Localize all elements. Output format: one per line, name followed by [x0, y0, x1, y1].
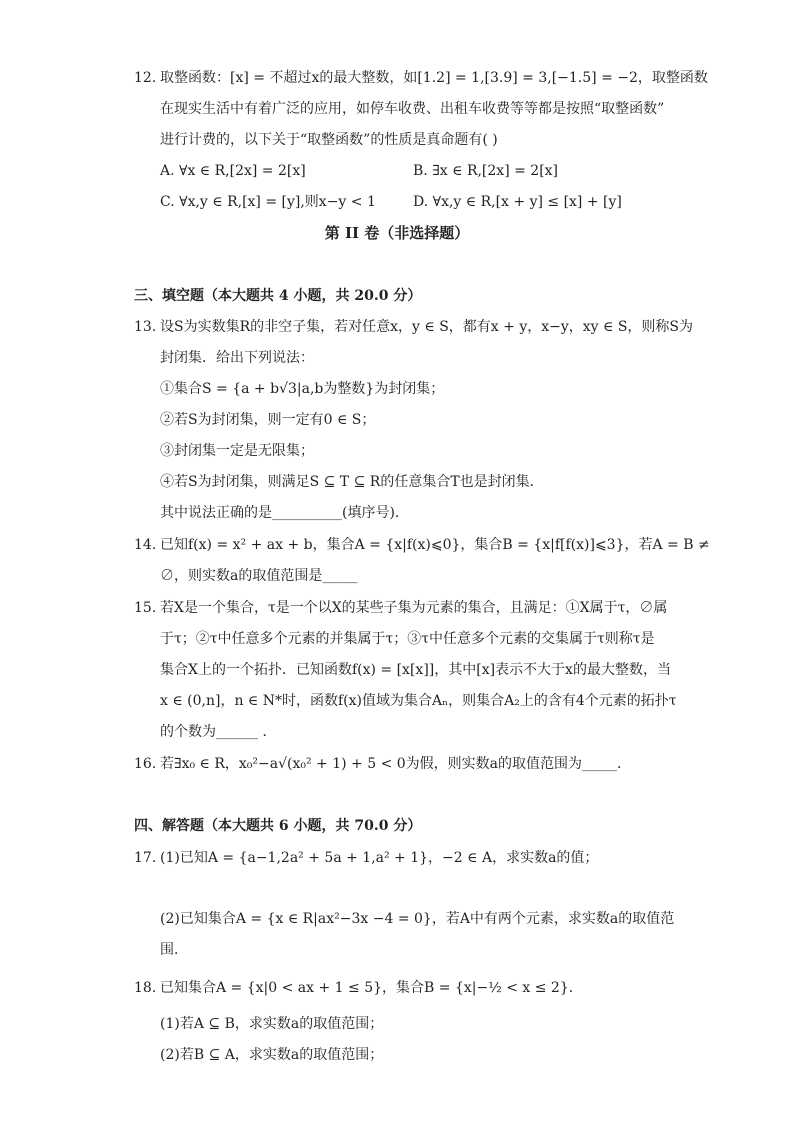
question-17-part-1: (1)已知A = {a−1,2a² + 5a + 1,a² + 1}，−2 ∈ A，求实数a的值；	[160, 850, 599, 866]
question-14-number: 14.	[134, 537, 157, 553]
question-13-line-1: 设S为实数集R的非空子集，若对任意x，y ∈ S，都有x + y，x−y，xy ∈ S，则称S为	[160, 319, 694, 335]
question-15-number: 15.	[134, 600, 157, 616]
section-4-heading: 四、解答题（本大题共 6 小题，共 70.0 分）	[134, 818, 422, 834]
question-13-prompt: 其中说法正确的是__________(填序号)．	[160, 505, 409, 521]
section-3-heading: 三、填空题（本大题共 4 小题，共 20.0 分）	[134, 288, 422, 304]
question-12-line-1: 取整函数：[x] = 不超过x的最大整数，如[1.2] = 1,[3.9] = 3,[−1.5] = −2，取整函数	[160, 70, 708, 86]
question-13-statement-3: ③封闭集一定是无限集；	[160, 443, 314, 459]
question-18-part-2: (2)若B ⊆ A，求实数a的取值范围；	[160, 1047, 384, 1063]
question-13-statement-4: ④若S为封闭集，则满足S ⊆ T ⊆ R的任意集合T也是封闭集．	[160, 474, 544, 490]
question-17-part-2-line-2: 围．	[160, 942, 188, 958]
question-17-number: 17.	[134, 850, 157, 866]
question-14-line-2: ∅，则实数a的取值范围是_____	[160, 568, 358, 584]
question-18-line-1: 已知集合A = {x|0 < ax + 1 ≤ 5}，集合B = {x|−½ < x ≤ 2}．	[160, 980, 583, 996]
question-15-line-5: 的个数为______ ．	[160, 724, 277, 740]
question-12-option-b: B. ∃x ∈ R,[2x] = 2[x]	[413, 163, 559, 179]
question-17-part-2-line-1: (2)已知集合A = {x ∈ R|ax²−3x −4 = 0}，若A中有两个元素，求实数a的取值范	[160, 911, 675, 927]
question-12-number: 12.	[134, 70, 157, 86]
question-16-number: 16.	[134, 756, 157, 772]
part-2-title: 第 II 卷（非选择题）	[324, 224, 470, 242]
question-12-line-2: 在现实生活中有着广泛的应用，如停车收费、出租车收费等等都是按照“取整函数”	[160, 101, 665, 117]
question-15-line-1: 若X是一个集合，τ是一个以X的某些子集为元素的集合，且满足：①X属于τ，∅属	[160, 600, 668, 616]
question-15-line-4: x ∈ (0,n]，n ∈ N*时，函数f(x)值域为集合Aₙ，则集合A₂上的含有4个元素的拓扑τ	[160, 693, 677, 709]
question-13-statement-2: ②若S为封闭集，则一定有0 ∈ S；	[160, 412, 376, 428]
question-13-statement-1: ①集合S = {a + b√3|a,b为整数}为封闭集；	[160, 381, 445, 397]
question-12-option-d: D. ∀x,y ∈ R,[x + y] ≤ [x] + [y]	[413, 194, 622, 210]
question-12-line-3: 进行计费的，以下关于“取整函数”的性质是真命题有( )	[160, 132, 498, 148]
question-12-option-c: C. ∀x,y ∈ R,[x] = [y],则x−y < 1	[160, 194, 376, 210]
question-16-line-1: 若∃x₀ ∈ R，x₀²−a√(x₀² + 1) + 5 < 0为假，则实数a的取值范围为_____．	[160, 756, 632, 772]
question-13-number: 13.	[134, 319, 157, 335]
question-18-number: 18.	[134, 980, 157, 996]
question-14-line-1: 已知f(x) = x² + ax + b，集合A = {x|f(x)⩽0}，集合B = {x|f[f(x)]⩽3}，若A = B ≠	[160, 537, 710, 553]
question-12-option-a: A. ∀x ∈ R,[2x] = 2[x]	[160, 163, 306, 179]
question-15-line-3: 集合X上的一个拓扑．已知函数f(x) = [x[x]]，其中[x]表示不大于x的最大整数，当	[160, 662, 671, 678]
question-13-line-2: 封闭集．给出下列说法：	[160, 350, 314, 366]
question-18-part-1: (1)若A ⊆ B，求实数a的取值范围；	[160, 1016, 384, 1032]
question-15-line-2: 于τ；②τ中任意多个元素的并集属于τ；③τ中任意多个元素的交集属于τ则称τ是	[160, 631, 655, 647]
